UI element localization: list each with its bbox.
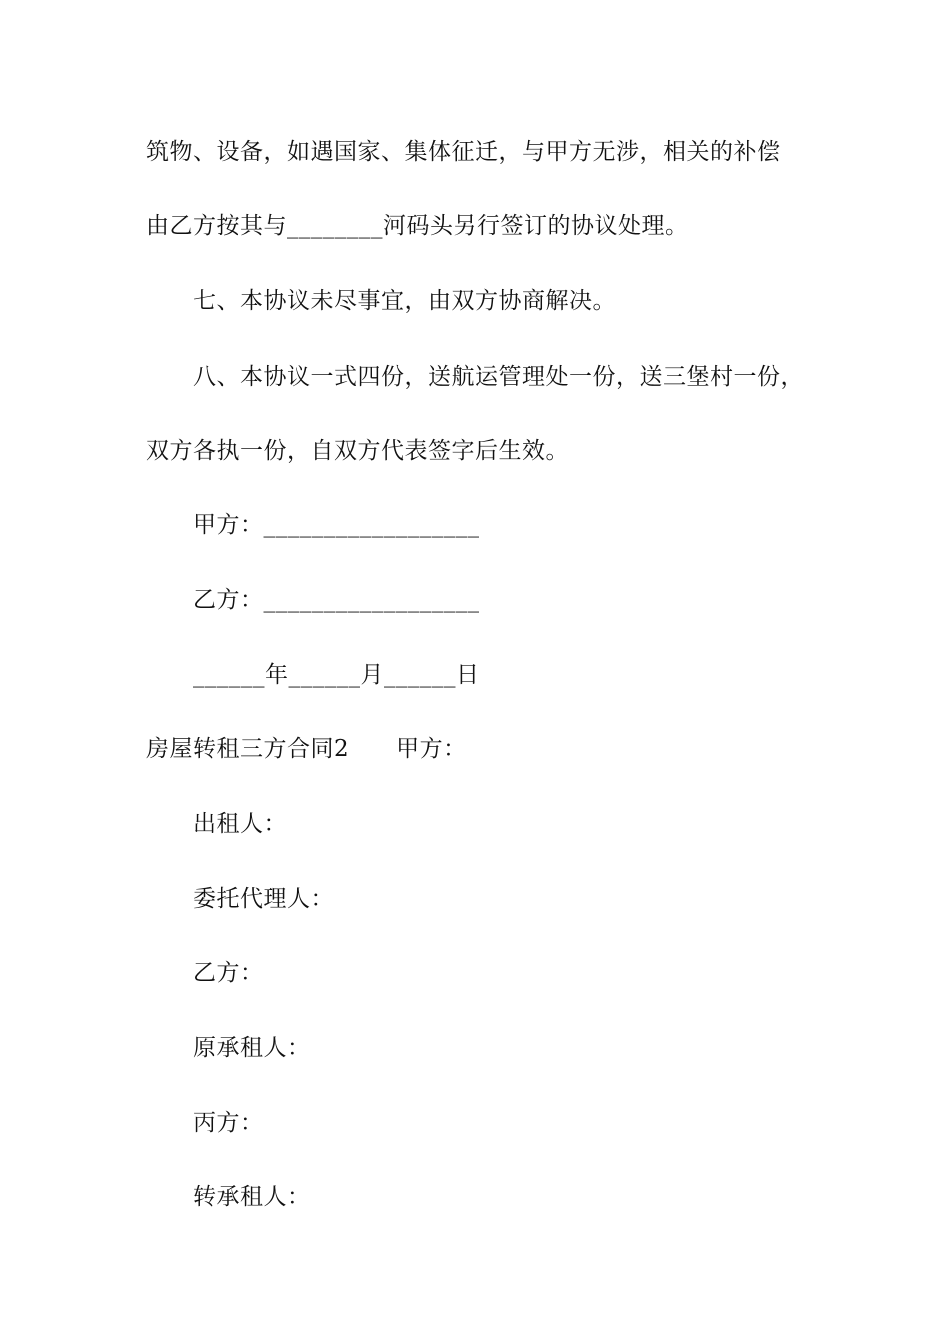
party-b-signature-line: 乙方：__________________ — [193, 587, 480, 613]
original-lessee-label: 原承租人： — [193, 1035, 311, 1061]
date-line: ______年______月______日 — [193, 662, 480, 688]
party-b-label: 乙方： — [193, 960, 264, 986]
clause-eight-continued: 双方各执一份，自双方代表签字后生效。 — [146, 438, 569, 464]
paragraph-compensation-end: 由乙方按其与________河码头另行签订的协议处理。 — [146, 213, 689, 239]
contract-title-line: 房屋转租三方合同2 甲方： — [146, 736, 467, 762]
lessor-label: 出租人： — [193, 811, 287, 837]
party-c-label: 丙方： — [193, 1110, 264, 1136]
paragraph-compensation-continued: 筑物、设备，如遇国家、集体征迁，与甲方无涉，相关的补偿 — [146, 139, 781, 165]
clause-seven: 七、本协议未尽事宜，由双方协商解决。 — [193, 288, 616, 314]
sublessee-label: 转承租人： — [193, 1184, 311, 1210]
clause-eight: 八、本协议一式四份，送航运管理处一份，送三堡村一份， — [193, 364, 804, 390]
party-a-signature-line: 甲方：__________________ — [193, 512, 480, 538]
agent-label: 委托代理人： — [193, 886, 334, 912]
